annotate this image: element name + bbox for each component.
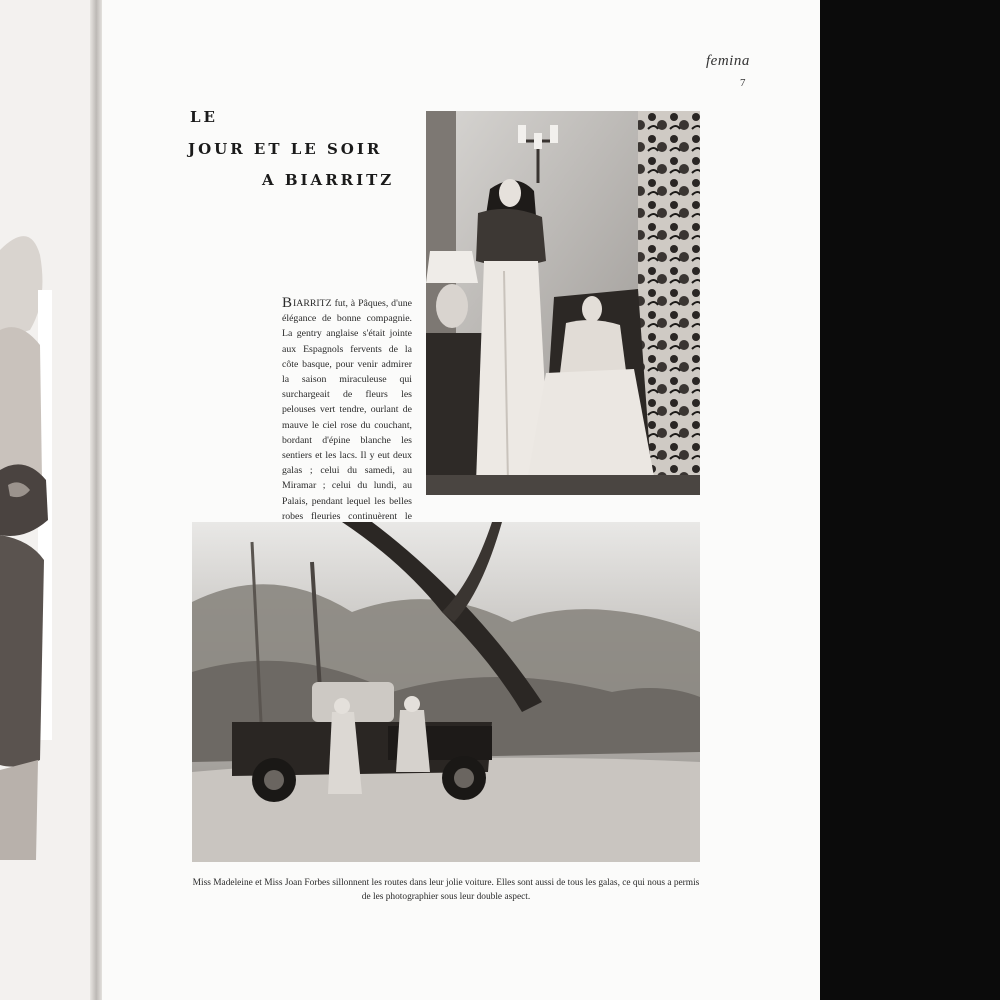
masthead-femina: femina: [706, 53, 750, 69]
title-line-3: A BIARRITZ: [262, 171, 395, 189]
title-line-1: LE: [190, 108, 218, 126]
photo-caption: Miss Madeleine et Miss Joan Forbes sillonnent les routes dans leur jolie voiture. Elles sont aussi de tous les galas, ce qui nous a permis de les photographier sous leur double aspect.: [192, 878, 700, 902]
car-photo: [192, 522, 700, 862]
drop-cap: B: [282, 295, 293, 311]
article-body: IARRITZ fut, à Pâques, d'une élégance de bonne compagnie. La gentry anglaise s'était jointe aux Espagnols fervents de la côte basque, pour venir admirer la saison miraculeuse qui surchargeait de fleurs les pelouses vert tendre, ourlant de mauve le ciel rose du couchant, bordant d'épine blanche les sentiers et les lacs. Il y eut deux galas ; celui du samedi, au Miramar ; celui du lundi, au Palais, pendant lequel les belles robes fleuries continuèrent le: [282, 298, 412, 522]
page-number: 7: [740, 77, 746, 89]
fashion-illustration-fragment: [0, 0, 97, 1000]
left-page-fragment: [0, 0, 97, 1000]
evening-photo: [426, 111, 700, 495]
title-line-2: JOUR ET LE SOIR: [188, 140, 383, 158]
